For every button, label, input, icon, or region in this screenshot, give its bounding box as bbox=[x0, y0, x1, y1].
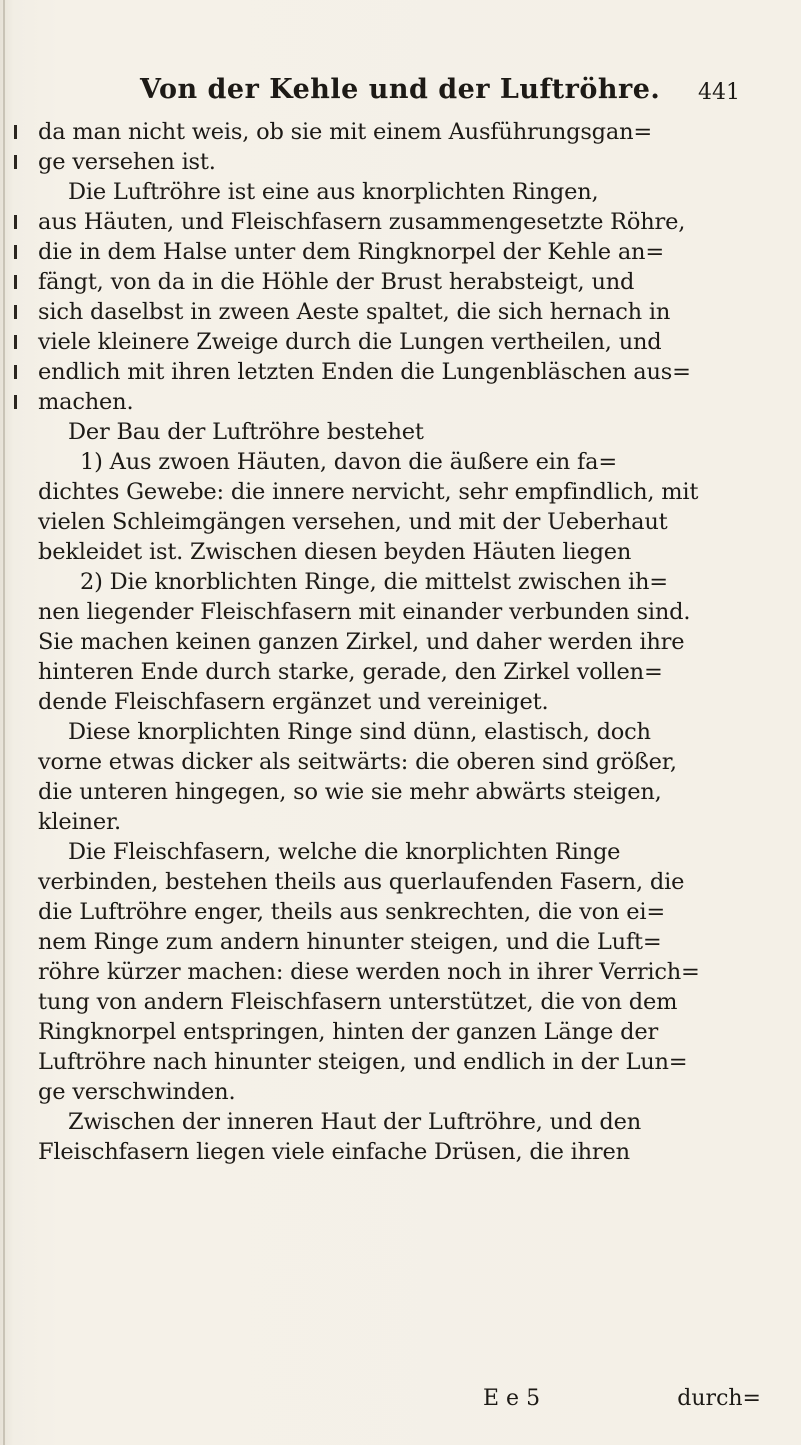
text-line: bekleidet ist. Zwischen diesen beyden Häuten liegen bbox=[38, 539, 632, 565]
text-line: verbinden, bestehen theils aus querlaufenden Fasern, die bbox=[38, 869, 685, 895]
text-line: hinteren Ende durch starke, gerade, den Zirkel vollen= bbox=[38, 659, 663, 685]
binding-gutter bbox=[3, 0, 5, 1445]
text-line: sich daselbst in zween Aeste spaltet, die sich hernach in bbox=[38, 299, 671, 325]
signature-mark: E e 5 bbox=[483, 1386, 541, 1411]
text-line: die unteren hingegen, so wie sie mehr abwärts steigen, bbox=[38, 779, 662, 805]
text-line: Fleischfasern liegen viele einfache Drüsen, die ihren bbox=[38, 1139, 630, 1165]
text-line: die Luftröhre enger, theils aus senkrechten, die von ei= bbox=[38, 899, 665, 925]
text-line: endlich mit ihren letzten Enden die Lungenbläschen aus= bbox=[38, 359, 691, 385]
text-line: kleiner. bbox=[38, 809, 121, 835]
text-line: Die Fleischfasern, welche die knorplichten Ringe bbox=[68, 839, 621, 865]
text-line: nem Ringe zum andern hinunter steigen, und die Luft= bbox=[38, 929, 662, 955]
text-line: dichtes Gewebe: die innere nervicht, sehr empfindlich, mit bbox=[38, 479, 699, 505]
text-line: Sie machen keinen ganzen Zirkel, und daher werden ihre bbox=[38, 629, 685, 655]
text-line: ge versehen ist. bbox=[38, 149, 216, 175]
text-line: röhre kürzer machen: diese werden noch in ihrer Verrich= bbox=[38, 959, 700, 985]
running-head: Von der Kehle und der Luftröhre. bbox=[140, 74, 661, 105]
text-line: 1) Aus zwoen Häuten, davon die äußere ein fa= bbox=[80, 449, 617, 475]
text-line: Der Bau der Luftröhre bestehet bbox=[68, 419, 424, 445]
text-line: fängt, von da in die Höhle der Brust herabsteigt, und bbox=[38, 269, 635, 295]
page-header bbox=[140, 74, 740, 114]
text-line: 2) Die knorblichten Ringe, die mittelst zwischen ih= bbox=[80, 569, 668, 595]
margin-marks bbox=[6, 117, 26, 417]
text-body bbox=[38, 117, 783, 1167]
text-line: nen liegender Fleischfasern mit einander verbunden sind. bbox=[38, 599, 691, 625]
text-line: da man nicht weis, ob sie mit einem Ausführungsgan= bbox=[38, 119, 653, 145]
text-line: die in dem Halse unter dem Ringknorpel der Kehle an= bbox=[38, 239, 664, 265]
text-line: ge verschwinden. bbox=[38, 1079, 236, 1105]
catchword: durch= bbox=[677, 1386, 761, 1411]
text-line: vielen Schleimgängen versehen, und mit der Ueberhaut bbox=[38, 509, 668, 535]
text-line: Zwischen der inneren Haut der Luftröhre, und den bbox=[68, 1109, 641, 1135]
text-line: dende Fleischfasern ergänzet und vereiniget. bbox=[38, 689, 549, 715]
text-line: machen. bbox=[38, 389, 134, 415]
text-line: aus Häuten, und Fleischfasern zusammengesetzte Röhre, bbox=[38, 209, 686, 235]
text-line: Diese knorplichten Ringe sind dünn, elastisch, doch bbox=[68, 719, 651, 745]
text-line: viele kleinere Zweige durch die Lungen vertheilen, und bbox=[38, 329, 662, 355]
text-line: tung von andern Fleischfasern unterstützet, die von dem bbox=[38, 989, 678, 1015]
page-number: 441 bbox=[698, 80, 740, 105]
text-line: Ringknorpel entspringen, hinten der ganzen Länge der bbox=[38, 1019, 658, 1045]
text-line: vorne etwas dicker als seitwärts: die oberen sind größer, bbox=[38, 749, 677, 775]
text-line: Die Luftröhre ist eine aus knorplichten Ringen, bbox=[68, 179, 599, 205]
page-footer bbox=[38, 1386, 783, 1416]
text-line: Luftröhre nach hinunter steigen, und endlich in der Lun= bbox=[38, 1049, 688, 1075]
